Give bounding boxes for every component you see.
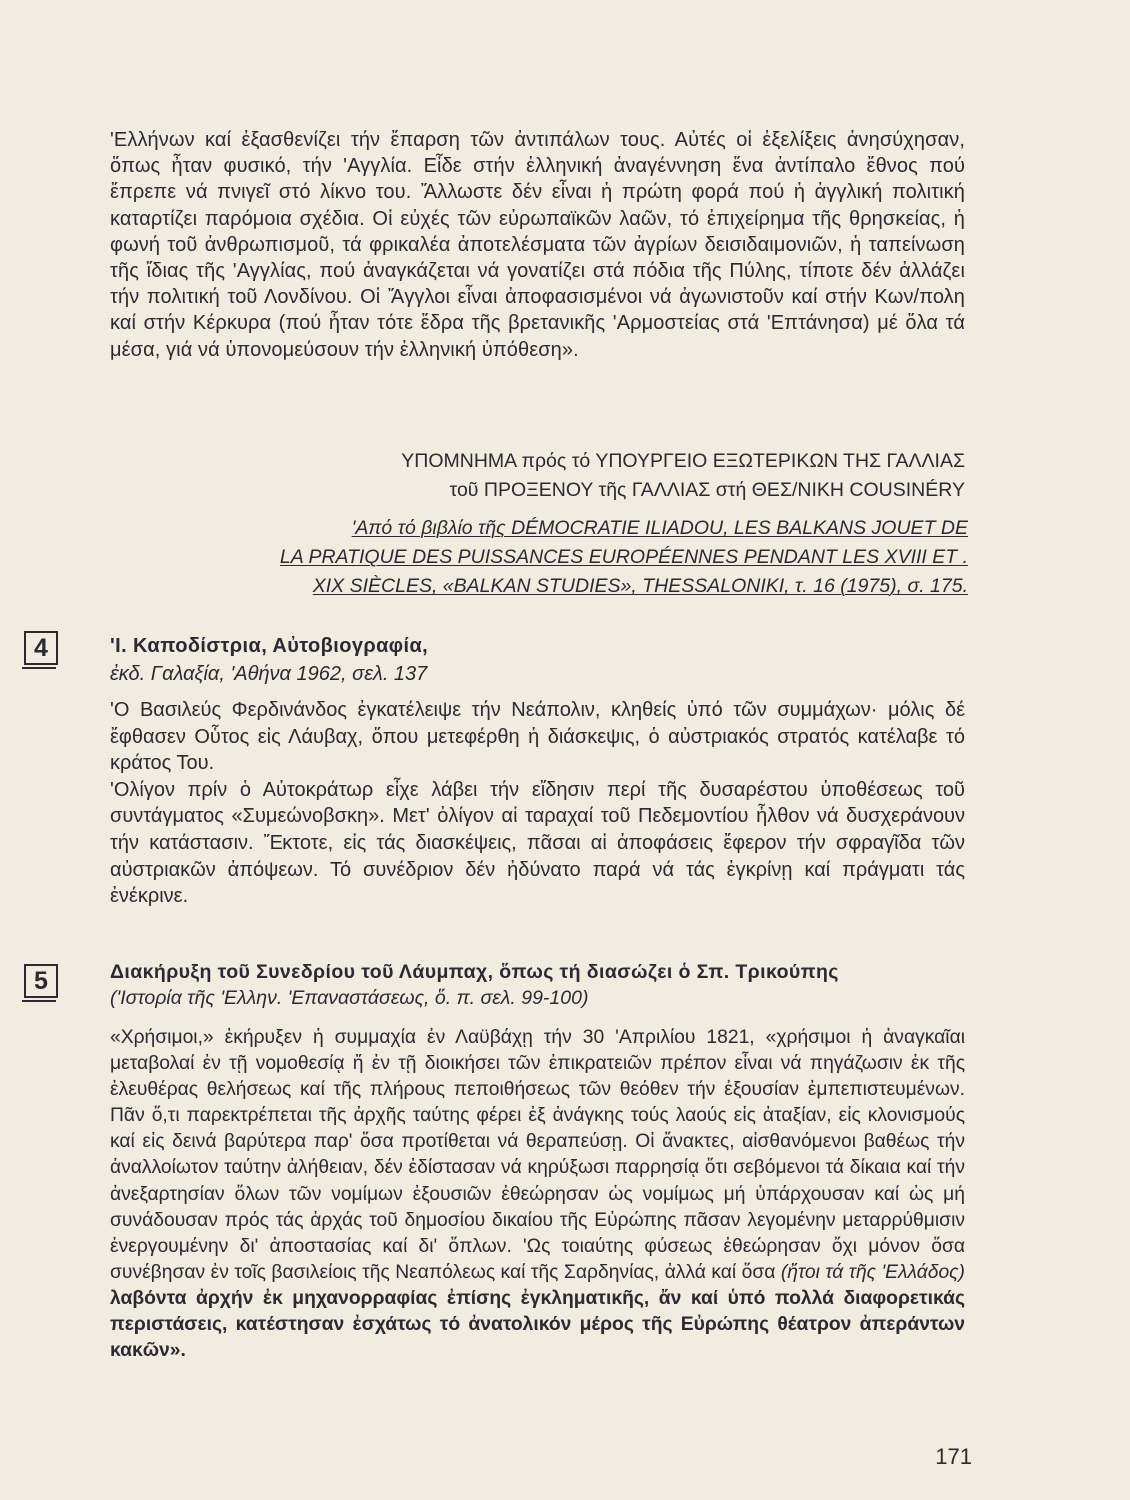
section-5-number: 5: [24, 964, 58, 998]
memo-line-1: ΥΠΟΜΝΗΜΑ πρός τό ΥΠΟΥΡΓΕΙΟ ΕΞΩΤΕΡΙΚΩΝ ΤΗΣ ΓΑΛΛΙΑΣ: [401, 450, 965, 472]
section-4-edition: ἐκδ. Γαλαξία, 'Αθήνα 1962, σελ. 137: [110, 663, 428, 685]
intro-text: 'Ελλήνων καί ἐξασθενίζει τήν ἔπαρση τῶν ἀντιπάλων τους. Αὐτές οἱ ἐξελίξεις ἀνησύχησαν, ὅπως ἦταν φυσικό, τήν 'Αγγλία. Εἶδε στήν ἑλληνική ἀναγέννηση ἕνα ἀντίπαλο ἔθνος πού ἔπρεπε νά πνιγεῖ στό λίκνο του. Ἄλλωστε δέν εἶναι ἡ πρώτη φορά πού ἡ ἀγγλική πολιτική καταρτίζει παρόμοια σχέδια. Οἱ εὐχές τῶν εὐρωπαϊκῶν λαῶν, τό ἐπιχείρημα τῆς θρησκείας, ἡ φωνή τοῦ ἀνθρωπισμοῦ, τά φρικαλέα ἀποτελέσματα τῶν ἀγρίων δεισιδαιμονιῶν, ἡ ταπείνωση τῆς ἴδιας τῆς 'Αγγλίας, πού ἀναγκάζεται νά γονατίζει στά πόδια τῆς Πύλης, τίποτε δέν ἀλλάζει τήν πολιτική τοῦ Λονδίνου. Οἱ Ἄγγλοι εἶναι ἀποφασισμένοι νά ἀγωνιστοῦν καί στήν Κων/πολη καί στήν Κέρκυρα (πού ἦταν τότε ἕδρα τῆς βρετανικῆς 'Αρμοστείας στά 'Επτάνησα) μέ ὅλα τά μέσα, γιά νά ὑπονομεύσουν τήν ἑλληνική ὑπόθεση».: [110, 129, 965, 361]
section-5-source: ('Ιστορία τῆς 'Ελλην. 'Επαναστάσεως, ὅ. π. σελ. 99-100): [110, 987, 589, 1009]
section-5-paragraph: [110, 1025, 965, 1364]
section-5-text-italic: (ἤτοι τά τῆς 'Ελλάδος): [780, 1261, 965, 1283]
memo-line-2: τοῦ ΠΡΟΞΕΝΟΥ τῆς ΓΑΛΛΙΑΣ στή ΘΕΣ/ΝΙΚΗ COUSINÉRY: [449, 479, 965, 501]
section-5-text-bold: λαβόντα ἀρχήν ἐκ μηχανορραφίας ἐπίσης ἐγκληματικῆς, ἄν καί ὑπό πολλά διαφορετικάς περιστάσεις, κατέστησαν ἐσχάτως τό ἀνατολικόν μέρος τῆς Εὐρώπης θέατρον ἀπεράντων κακῶν».: [110, 1287, 965, 1362]
book-citation: [150, 514, 968, 601]
section-4-number: 4: [24, 631, 58, 665]
page-number: 171: [935, 1444, 972, 1469]
section-4-author-title: 'Ι. Καποδίστρια, Αὐτοβιογραφία,: [110, 635, 429, 657]
section-5-title: Διακήρυξη τοῦ Συνεδρίου τοῦ Λάυμπαχ, ὅπως τή διασώζει ὁ Σπ. Τρικούπης: [110, 961, 839, 983]
citation-line-1: 'Από τό βιβλίο τῆς DÉMOCRATIE ILIADOU, LES BALKANS JOUET DE: [351, 517, 968, 539]
citation-line-3: XIX SIÈCLES, «BALKAN STUDIES», THESSALONIKI, τ. 16 (1975), σ. 175.: [312, 575, 968, 597]
citation-line-2: LA PRATIQUE DES PUISSANCES EUROPÉENNES PENDANT LES XVIII ET .: [279, 546, 968, 568]
section-5-heading: [110, 959, 965, 1011]
intro-paragraph: [110, 127, 965, 363]
section-5-text-regular: «Χρήσιμοι,» ἐκήρυξεν ἡ συμμαχία ἐν Λαϋβάχῃ τήν 30 'Απριλίου 1821, «χρήσιμοι ἡ ἀναγκαῖαι μεταβολαί ἐν τῇ νομοθεσίᾳ ἤ ἐν τῇ διοικήσει τῶν ἐπικρατειῶν πρέπον εἶναι νά πηγάζωσιν ἐκ τῆς ἐλευθέρας θελήσεως καί τῆς πλήρους πεποιθήσεως τῶν θεόθεν τήν ἐξουσίαν ἐμπεπιστευμένων. Πᾶν ὅ,τι παρεκτρέπεται τῆς ἀρχῆς ταύτης φέρει ἐξ ἀνάγκης τούς λαούς εἰς ἀταξίαν, εἰς κλονισμούς καί εἰς δεινά βαρύτερα παρ' ὅσα προτίθεται νά θεραπεύσῃ. Οἱ ἄνακτες, αἰσθανόμενοι βαθέως τήν ἀναλλοίωτον ταύτην ἀλήθειαν, δέν ἐδίστασαν νά κηρύξωσι παρρησίᾳ ὅτι σεβόμενοι τά δίκαια καί τήν ἀνεξαρτησίαν ὅλων τῶν νομίμων ἐξουσιῶν ἐθεώρησαν ὡς νομίμως μή ὑπάρχουσαν καί ὡς μή συνάδουσαν πρός τάς ἀρχάς τοῦ δημοσίου δικαίου τῆς Εὐρώπης πᾶσαν λεγομένην μεταρρύθμισιν ἐνεργουμένην δι' ἀποστασίας καί δι' ὅπλων. 'Ως τοιαύτης φύσεως ἐθεώρησαν ὄχι μόνον ὅσα συνέβησαν ἐν τοῖς βασιλείοις τῆς Νεαπόλεως καί τῆς Σαρδηνίας, ἀλλά καί ὅσα: [110, 1027, 965, 1283]
section-4-paragraph-1: 'Ο Βασιλεύς Φερδινάνδος ἐγκατέλειψε τήν Νεάπολιν, κληθείς ὑπό τῶν συμμάχων· μόλις δέ ἔφθασεν Οὗτος εἰς Λάυβαχ, ὅπου μετεφέρθη ἡ διάσκεψις, ὁ αὐστριακός στρατός κατέλαβε τό κράτος Του.: [110, 699, 965, 775]
section-4-body: [110, 697, 965, 910]
section-4-heading: [110, 632, 965, 688]
memo-attribution: [401, 447, 965, 505]
section-5-body: [110, 1025, 965, 1364]
section-4-paragraph-2: 'Ολίγον πρίν ὁ Αὐτοκράτωρ εἶχε λάβει τήν εἴδησιν περί τῆς δυσαρέστου ὑποθέσεως τοῦ συντάγματος «Συμεώνοβσκη». Μετ' ὀλίγον αἱ ταραχαί τοῦ Πεδεμοντίου ἦλθον νά δυσχεράνουν τήν κατάστασιν. Ἔκτοτε, εἰς τάς διασκέψεις, πᾶσαι αἱ ἀποφάσεις ἔφερον τήν σφραγῖδα τῶν αὐστριακῶν ἀπόψεων. Τό συνέδριον δέν ἠδύνατο παρά νά τάς ἐγκρίνῃ καί πράγματι τάς ἐνέκρινε.: [110, 778, 965, 908]
